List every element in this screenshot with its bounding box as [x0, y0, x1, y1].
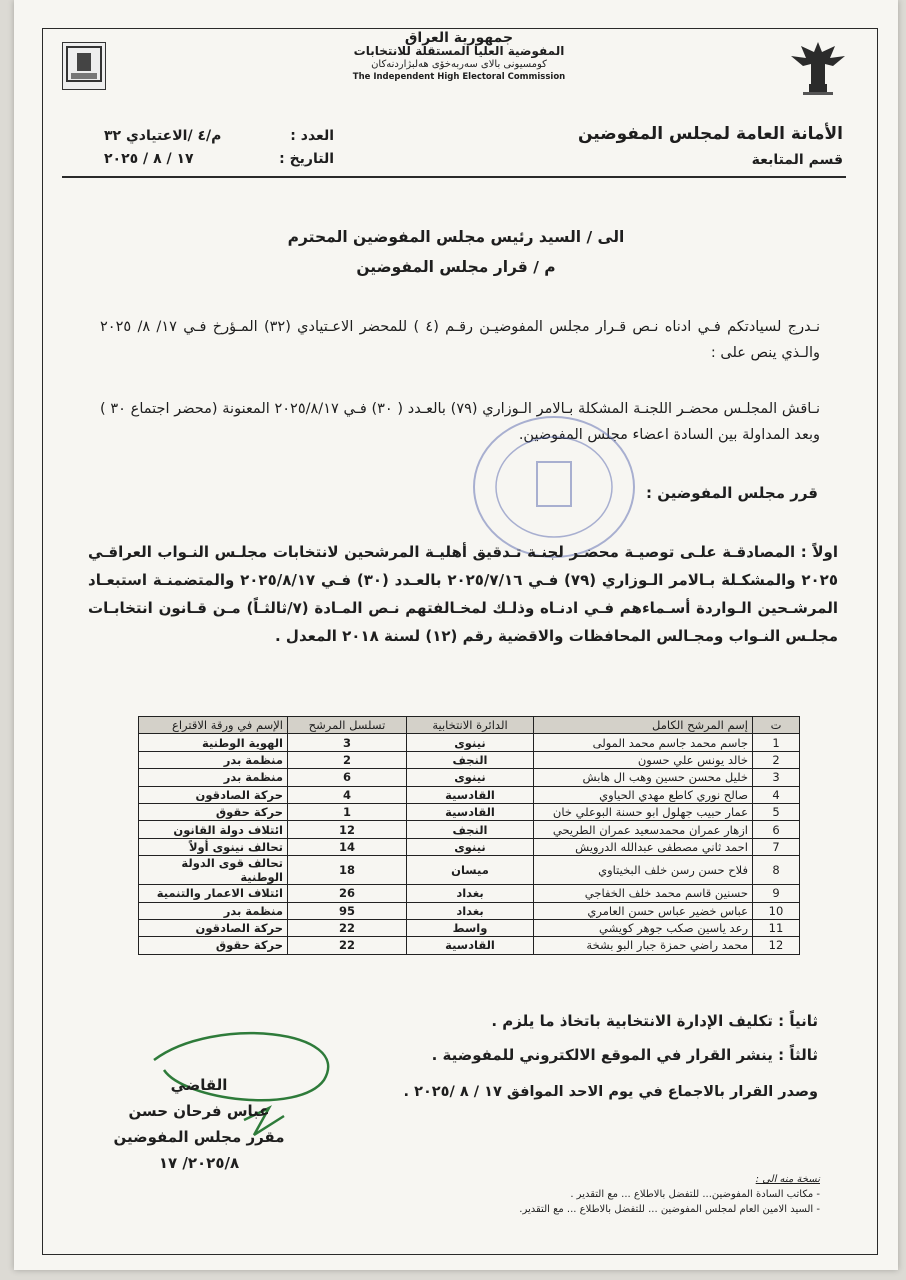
organization-header: [344, 32, 574, 84]
candidate-sequence: 22: [288, 937, 407, 954]
candidate-name: ازهار عمران محمدسعيد عمران الطريحي: [534, 821, 753, 838]
row-number: 6: [753, 821, 800, 838]
candidate-name: عمار حبيب جهلول ابو حسنة البوعلي خان: [534, 803, 753, 820]
row-number: 10: [753, 902, 800, 919]
candidate-name: عباس خضير عباس حسن العامري: [534, 902, 753, 919]
candidate-sequence: 1: [288, 803, 407, 820]
candidate-name: خليل محسن حسين وهب ال هابش: [534, 769, 753, 786]
candidate-name: فلاح حسن رسن خلف البخيتاوي: [534, 856, 753, 885]
candidate-sequence: 18: [288, 856, 407, 885]
candidate-sequence: 6: [288, 769, 407, 786]
document-page: [14, 0, 898, 1270]
row-number: 2: [753, 751, 800, 768]
article-one: اولاً : المصادقـة علـى توصيـة محضـر لجنـة تـدقيق أهليـة المرشحين لانتخابات مجلـس النـواب العراقـي ٢٠٢٥ والمشكـلة بـالامر الـوزاري (٧٩) فـي ٢٠٢٥/٧/١٦ بالعـدد (٣٠) فـي ٢٠٢٥/٨/١٧ والمتضمنـة استبعـاد المرشـحين الـواردة أسـماءهم فـي ادنـاه وذلـك لمخـالفتهم نـص المـادة (٧/ثالثـاً) مـن قـانون انتخابـات مجلـس النـواب ومجـالس المحافظات والاقضية رقم (١٢) لسنة ٢٠١٨ المعدل .: [88, 543, 838, 645]
signature-date: ٢٠٢٥/٨/ ١٧: [158, 1154, 240, 1172]
row-number: 9: [753, 885, 800, 902]
intro-paragraph: نـدرج لسيادتكم فـي ادناه نـص قـرار مجلس المفوضيـن رقـم (٤ ) للمحضر الاعـتيادي (٣٢) المـؤرخ فـي ١٧/ ٨/ ٢٠٢٥ والـذي ينص على :: [100, 319, 820, 361]
candidate-name: حسنين قاسم محمد خلف الخفاجي: [534, 885, 753, 902]
addressee: الى / السيد رئيس مجلس المفوضين المحترم: [287, 228, 625, 246]
header-number: ت: [753, 717, 800, 734]
signatory-title: القاضي: [170, 1076, 228, 1094]
org-name-line2: المفوضية العليا المستقلة للانتخابات: [353, 44, 565, 58]
candidate-district: واسط: [407, 919, 534, 936]
candidate-name: خالد يونس علي حسون: [534, 751, 753, 768]
table-row: [139, 751, 800, 768]
copies-item: - السيد الامين العام لمجلس المفوضين ... للتفضل بالاطلاع ... مع التقدير.: [519, 1204, 820, 1215]
ballot-list-name: تحالف قوى الدولة الوطنية: [139, 856, 288, 885]
row-number: 3: [753, 769, 800, 786]
signatory-name: عباس فرحان حسن: [128, 1102, 270, 1120]
reference-number: [104, 128, 334, 144]
ballot-list-name: ائتلاف دولة القانون: [139, 821, 288, 838]
header-district: الدائرة الانتخابية: [407, 717, 534, 734]
ballot-list-name: ائتلاف الاعمار والتنمية: [139, 885, 288, 902]
copies-heading: نسخة منه الى :: [755, 1174, 820, 1185]
org-name-line1: جمهورية العراق: [404, 30, 514, 46]
reference-value: م/٤ /الاعتيادي ٣٢: [104, 128, 222, 144]
candidate-district: نينوى: [407, 769, 534, 786]
reference-label: العدد :: [290, 128, 334, 144]
ballot-list-name: حركة الصادقون: [139, 786, 288, 803]
table-header-row: [139, 717, 800, 734]
iraq-emblem-icon: [785, 38, 851, 96]
article-three: ثالثاً : ينشر القرار في الموقع الالكتروني للمفوضية .: [431, 1046, 818, 1064]
header-ballot-name: الإسم في ورقة الاقتراع: [139, 717, 288, 734]
document-date: [104, 151, 334, 167]
table-row: [139, 902, 800, 919]
candidate-name: رعد ياسين صكب جوهر كويشي: [534, 919, 753, 936]
issued-statement: وصدر القرار بالاجماع في يوم الاحد الموافق ١٧ / ٨ /٢٠٢٥ .: [403, 1084, 818, 1100]
candidate-sequence: 26: [288, 885, 407, 902]
candidate-sequence: 4: [288, 786, 407, 803]
table-row: [139, 769, 800, 786]
section-subtitle: قسم المتابعة: [751, 152, 843, 168]
date-label: التاريخ :: [279, 151, 334, 167]
row-number: 7: [753, 838, 800, 855]
ballot-list-name: حركة حقوق: [139, 803, 288, 820]
candidate-district: بغداد: [407, 902, 534, 919]
ballot-list-name: حركة حقوق: [139, 937, 288, 954]
org-name-line3: كومسيونى بالاى سەربەخۆى هەلبژاردنەكان: [371, 59, 547, 70]
table-row: [139, 786, 800, 803]
candidate-district: القادسية: [407, 803, 534, 820]
ballot-list-name: الهوية الوطنية: [139, 734, 288, 751]
candidate-sequence: 95: [288, 902, 407, 919]
row-number: 1: [753, 734, 800, 751]
ballot-list-name: منظمة بدر: [139, 751, 288, 768]
date-value: ١٧ / ٨ / ٢٠٢٥: [104, 151, 194, 167]
header-sequence: تسلسل المرشح: [288, 717, 407, 734]
candidate-district: ميسان: [407, 856, 534, 885]
section-title: الأمانة العامة لمجلس المفوضين: [577, 124, 843, 144]
header-full-name: إسم المرشح الكامل: [534, 717, 753, 734]
row-number: 4: [753, 786, 800, 803]
signature-block: [109, 1072, 289, 1176]
table-row: [139, 937, 800, 954]
candidate-sequence: 22: [288, 919, 407, 936]
candidate-district: نينوى: [407, 838, 534, 855]
candidate-district: النجف: [407, 751, 534, 768]
table-row: [139, 821, 800, 838]
candidate-sequence: 12: [288, 821, 407, 838]
candidate-district: بغداد: [407, 885, 534, 902]
candidate-district: النجف: [407, 821, 534, 838]
discussion-paragraph: نـاقش المجلـس محضـر اللجنـة المشكلة بـالامر الـوزاري (٧٩) بالعـدد ( ٣٠) فـي ٢٠٢٥/٨/١٧ المعنونة (محضر اجتماع ٣٠ ) وبعد المداولة بين السادة اعضاء مجلس المفوضين.: [100, 401, 820, 443]
candidate-sequence: 14: [288, 838, 407, 855]
commission-logo-icon: [62, 42, 106, 90]
ballot-list-name: تحالف نينوى أولاً: [139, 838, 288, 855]
table-row: [139, 856, 800, 885]
candidate-district: القادسية: [407, 937, 534, 954]
row-number: 11: [753, 919, 800, 936]
candidate-name: صالح نوري كاطع مهدي الحياوي: [534, 786, 753, 803]
ballot-list-name: منظمة بدر: [139, 902, 288, 919]
row-number: 12: [753, 937, 800, 954]
table-row: [139, 734, 800, 751]
row-number: 8: [753, 856, 800, 885]
article-two: ثانياً : تكليف الإدارة الانتخابية باتخاذ ما يلزم .: [491, 1012, 818, 1030]
candidate-sequence: 2: [288, 751, 407, 768]
table-row: [139, 885, 800, 902]
candidate-name: احمد ثاني مصطفى عبدالله الدرويش: [534, 838, 753, 855]
copies-item: - مكاتب السادة المفوضين... للتفضل بالاطلاع ... مع التقدير .: [570, 1189, 820, 1200]
candidates-table: [138, 716, 800, 955]
candidate-sequence: 3: [288, 734, 407, 751]
decision-heading: قرر مجلس المفوضين :: [645, 484, 818, 502]
candidate-name: جاسم محمد جاسم محمد المولى: [534, 734, 753, 751]
table-row: [139, 803, 800, 820]
copies-list: [380, 1172, 820, 1217]
header-divider: [62, 176, 846, 178]
candidate-district: القادسية: [407, 786, 534, 803]
candidate-name: محمد راضي حمزة جبار البو بشخة: [534, 937, 753, 954]
table-row: [139, 919, 800, 936]
subject-line: م / قرار مجلس المفوضين: [356, 258, 556, 276]
candidate-district: نينوى: [407, 734, 534, 751]
ballot-list-name: حركة الصادقون: [139, 919, 288, 936]
signatory-role: مقرر مجلس المفوضين: [113, 1128, 285, 1146]
table-row: [139, 838, 800, 855]
ballot-list-name: منظمة بدر: [139, 769, 288, 786]
org-name-english: The Independent High Electoral Commission: [352, 72, 566, 82]
row-number: 5: [753, 803, 800, 820]
